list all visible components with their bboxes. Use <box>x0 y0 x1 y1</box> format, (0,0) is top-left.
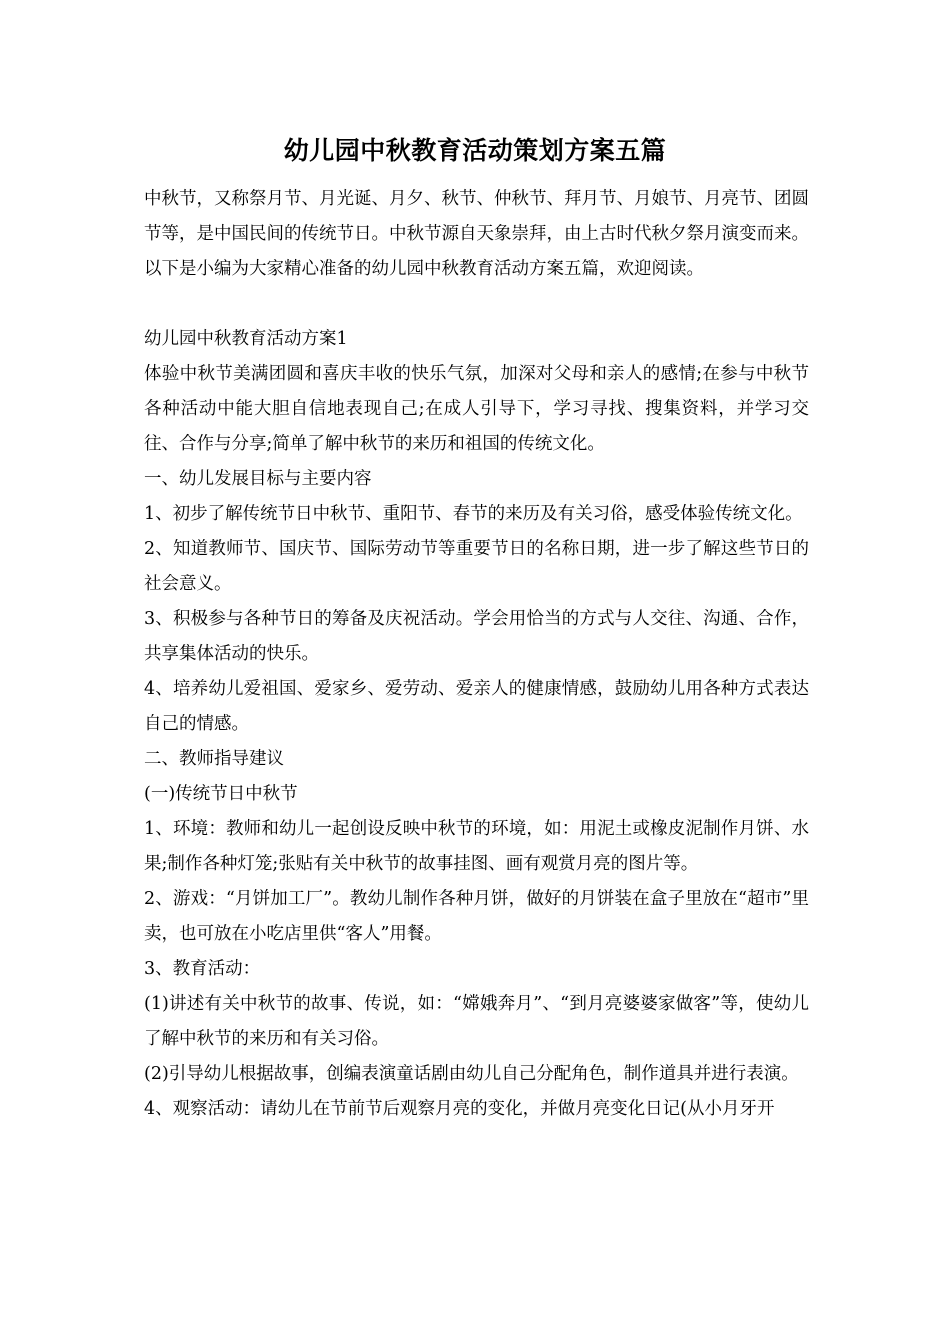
list-item: 3、教育活动： <box>144 959 261 979</box>
paragraph-spacer <box>144 287 809 322</box>
list-item: (1)讲述有关中秋节的故事、传说，如：“嫦娥奔月”、“到月亮婆婆家做客”等，使幼儿了解中秋节的来历和有关习俗。 <box>144 994 809 1049</box>
section-heading: 一、幼儿发展目标与主要内容 <box>144 469 372 489</box>
list-item: 2、游戏：“月饼加工厂”。教幼儿制作各种月饼，做好的月饼装在盒子里放在“超市”里卖，也可放在小吃店里供“客人”用餐。 <box>144 889 809 944</box>
section-heading: 二、教师指导建议 <box>144 749 284 769</box>
intro-paragraph: 中秋节，又称祭月节、月光诞、月夕、秋节、仲秋节、拜月节、月娘节、月亮节、团圆节等，是中国民间的传统节日。中秋节源自天象崇拜，由上古时代秋夕祭月演变而来。以下是小编为大家精心准备的幼儿园中秋教育活动方案五篇，欢迎阅读。 <box>144 189 809 279</box>
body-paragraph: 体验中秋节美满团圆和喜庆丰收的快乐气氛，加深对父母和亲人的感情;在参与中秋节各种活动中能大胆自信地表现自己;在成人引导下，学习寻找、搜集资料，并学习交往、合作与分享;简单了解中秋节的来历和祖国的传统文化。 <box>144 364 809 454</box>
section-heading-plan-1: 幼儿园中秋教育活动方案1 <box>144 329 348 349</box>
list-item: (2)引导幼儿根据故事，创编表演童话剧由幼儿自己分配角色，制作道具并进行表演。 <box>144 1064 799 1084</box>
list-item: 3、积极参与各种节日的筹备及庆祝活动。学会用恰当的方式与人交往、沟通、合作，共享集体活动的快乐。 <box>144 609 809 664</box>
list-item: 4、培养幼儿爱祖国、爱家乡、爱劳动、爱亲人的健康情感，鼓励幼儿用各种方式表达自己的情感。 <box>144 679 809 734</box>
document-title: 幼儿园中秋教育活动策划方案五篇 <box>283 136 667 165</box>
list-item: 4、观察活动：请幼儿在节前节后观察月亮的变化，并做月亮变化日记(从小月牙开 <box>144 1099 775 1119</box>
sub-heading: (一)传统节日中秋节 <box>144 784 298 804</box>
document-body <box>144 182 809 1127</box>
list-item: 1、初步了解传统节日中秋节、重阳节、春节的来历及有关习俗，感受体验传统文化。 <box>144 504 803 524</box>
list-item: 2、知道教师节、国庆节、国际劳动节等重要节日的名称日期，进一步了解这些节日的社会意义。 <box>144 539 809 594</box>
list-item: 1、环境：教师和幼儿一起创设反映中秋节的环境，如：用泥土或橡皮泥制作月饼、水果;制作各种灯笼;张贴有关中秋节的故事挂图、画有观赏月亮的图片等。 <box>144 819 809 874</box>
